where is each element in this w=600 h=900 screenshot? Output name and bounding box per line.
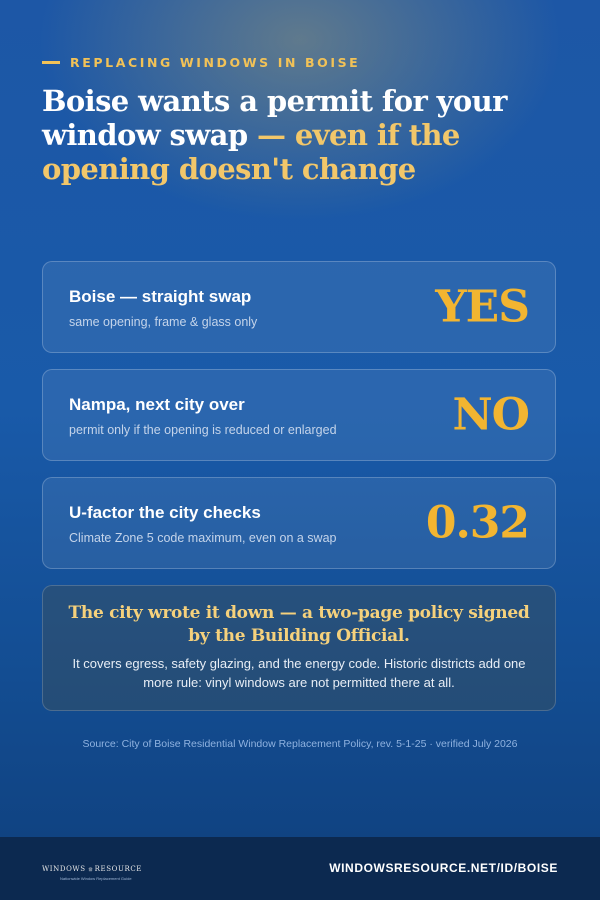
source-note: Source: City of Boise Residential Window Replacement Policy, rev. 5-1-25 · verified July 2026: [82, 738, 518, 750]
card-label: Boise — straight swap: [69, 287, 252, 306]
card-boise-swap: [42, 261, 556, 353]
callout-body: It covers egress, safety glazing, and the energy code. Historic districts add one more rule: vinyl windows are not permitted there at all.: [72, 656, 526, 690]
logo-word-right: RESOURCE: [94, 865, 142, 873]
eyebrow: [42, 54, 360, 70]
logo-word-left: WINDOWS: [42, 865, 86, 873]
eyebrow-text: REPLACING WINDOWS IN BOISE: [70, 54, 361, 70]
card-label: U-factor the city checks: [69, 503, 261, 522]
card-subtext: same opening, frame & glass only: [69, 315, 258, 329]
card-subtext: permit only if the opening is reduced or enlarged: [69, 423, 337, 437]
card-label: Nampa, next city over: [69, 395, 245, 414]
eyebrow-dash: [42, 61, 60, 64]
callout-title: The city wrote it down — a two-page policy signed by the Building Official.: [68, 603, 530, 646]
headline-main: Boise wants a permit for your window swap: [42, 84, 507, 152]
card-value: YES: [435, 281, 529, 333]
card-u-factor: [42, 477, 556, 569]
headline-accent: — even if the opening doesn't change: [42, 118, 460, 186]
card-value: NO: [452, 389, 529, 441]
site-url-link[interactable]: WINDOWSRESOURCE.NET/ID/BOISE: [329, 861, 558, 875]
card-subtext: Climate Zone 5 code maximum, even on a swap: [69, 531, 337, 545]
footer-bar: [0, 837, 600, 900]
windows-resource-logo[interactable]: [42, 854, 142, 884]
card-value: 0.32: [425, 497, 529, 549]
policy-callout: [42, 585, 556, 711]
page-title: [42, 84, 562, 186]
logo-tagline: Nationwide Window Replacement Guide: [60, 876, 132, 881]
card-nampa: [42, 369, 556, 461]
